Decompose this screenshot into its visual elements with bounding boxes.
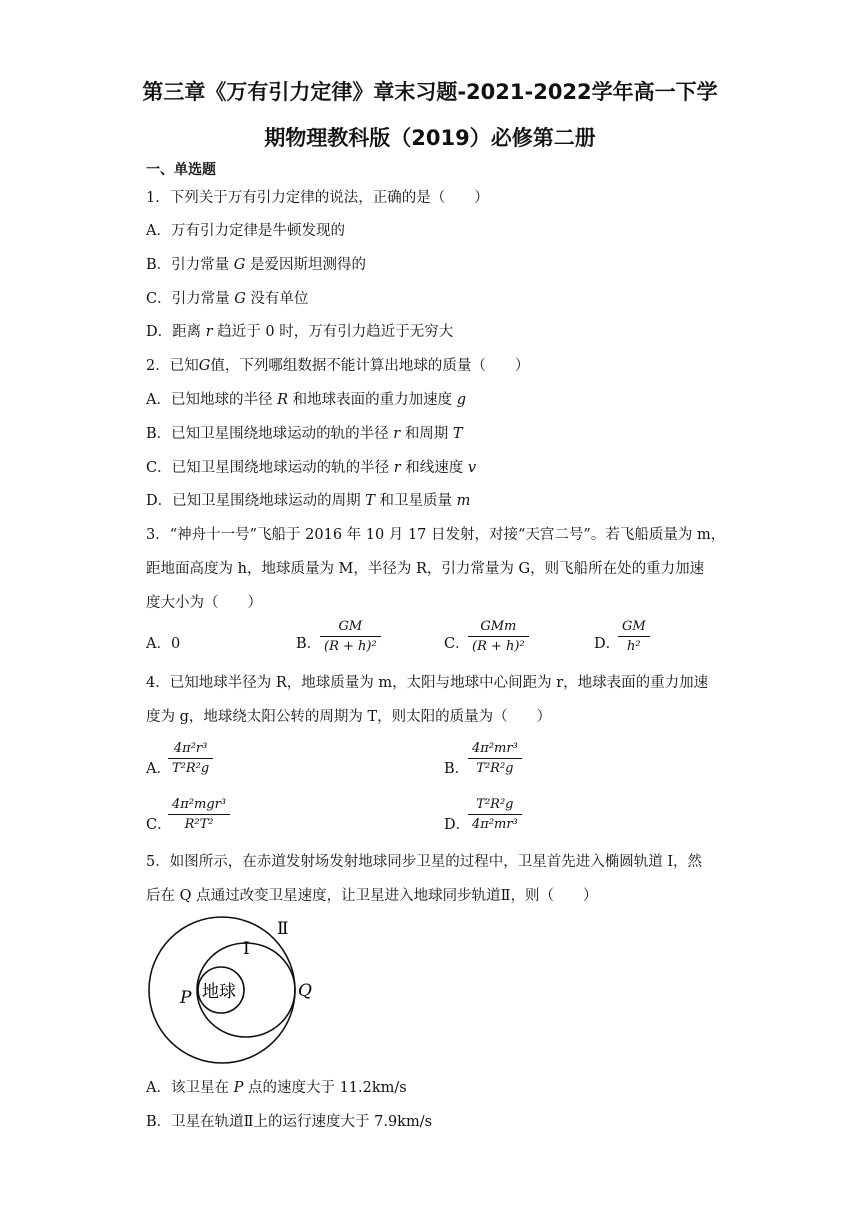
q1-option-b: B．引力常量 G 是爱因斯坦测得的 <box>146 257 366 273</box>
q3-stem-line-1: 3．“神舟十一号”飞船于 2016 年 10 月 17 日发射，对接“天宫二号”。若飞船质量为 m， <box>146 527 726 543</box>
q2-stem: 2．已知G值，下列哪组数据不能计算出地球的质量（ ） <box>146 358 530 374</box>
q4-option-b-fraction: $\frac{\text{4π²mr³}}{\text{T²R²g}}$ <box>468 741 522 776</box>
orbit-ii-label: Ⅱ <box>277 919 289 939</box>
q4-option-d-fraction: $\frac{\text{T²R²g}}{\text{4π²mr³}}$ <box>468 797 522 832</box>
q2-option-c: C．已知卫星围绕地球运动的轨的半径 r 和线速度 v <box>146 460 477 476</box>
orbit-i-label: I <box>243 939 250 959</box>
page-title-line-2: 期物理教科版（2019）必修第二册 <box>264 126 596 150</box>
point-p-label: P <box>180 988 192 1008</box>
q3-option-a: A．0 <box>146 636 181 652</box>
q2-option-d: D．已知卫星围绕地球运动的周期 T 和卫星质量 m <box>146 493 471 509</box>
page-title-line-1: 第三章《万有引力定律》章末习题-2021-2022学年高一下学 <box>142 80 718 104</box>
q3-option-c-label: C． <box>444 636 470 652</box>
q1-stem: 1．下列关于万有引力定律的说法，正确的是（ ） <box>146 190 489 206</box>
q5-stem-line-1: 5．如图所示，在赤道发射场发射地球同步卫星的过程中，卫星首先进入椭圆轨道 I，然 <box>146 854 703 870</box>
point-q-label: Q <box>298 981 312 1001</box>
q4-option-c-label: C． <box>146 817 172 833</box>
q2-option-a: A．已知地球的半径 R 和地球表面的重力加速度 g <box>146 392 467 408</box>
earth-label: 地球 <box>202 982 236 1002</box>
q3-option-b-fraction: $\frac{GM}{\text{(R + h)²}}$ <box>320 619 381 654</box>
q5-option-b: B．卫星在轨道Ⅱ上的运行速度大于 7.9km/s <box>146 1114 433 1130</box>
q4-option-c-fraction: 4π²mgr³ R²T² <box>168 797 230 832</box>
q4-stem-line-1: 4．已知地球半径为 R，地球质量为 m，太阳与地球中心间距为 r，地球表面的重力加速 <box>146 675 709 691</box>
q3-stem-line-3: 度大小为（ ） <box>146 595 262 611</box>
q3-option-d-fraction: $\frac{GM}{\text{h²}}$ <box>618 619 650 654</box>
q3-option-d-label: D． <box>594 636 621 652</box>
q3-option-b-label: B． <box>296 636 322 652</box>
q1-option-a: A．万有引力定律是牛顿发现的 <box>146 223 345 239</box>
q1-option-d: D．距离 r 趋近于 0 时，万有引力趋近于无穷大 <box>146 324 454 340</box>
q2-option-b: B．已知卫星围绕地球运动的轨的半径 r 和周期 T <box>146 426 463 442</box>
orbit-diagram <box>146 913 336 1065</box>
q4-option-a-label: A． <box>146 761 171 777</box>
q4-option-b-label: B． <box>444 761 470 777</box>
q1-option-c: C．引力常量 G 没有单位 <box>146 291 309 307</box>
q5-stem-line-2: 后在 Q 点通过改变卫星速度，让卫星进入地球同步轨道Ⅱ，则（ ） <box>146 888 598 904</box>
q5-option-a: A．该卫星在 P 点的速度大于 11.2km/s <box>146 1080 407 1096</box>
q4-option-a-fraction: $\frac{\text{4π²r³}}{\text{T²R²g}}$ <box>168 741 213 776</box>
q4-option-d-label: D． <box>444 817 471 833</box>
q4-stem-line-2: 度为 g，地球绕太阳公转的周期为 T，则太阳的质量为（ ） <box>146 709 552 725</box>
q3-option-c-fraction: GMm (R + h)² <box>468 619 529 654</box>
q3-stem-line-2: 距地面高度为 h，地球质量为 M，半径为 R，引力常量为 G，则飞船所在处的重力加速 <box>146 561 705 577</box>
section-heading: 一、单选题 <box>146 162 216 178</box>
